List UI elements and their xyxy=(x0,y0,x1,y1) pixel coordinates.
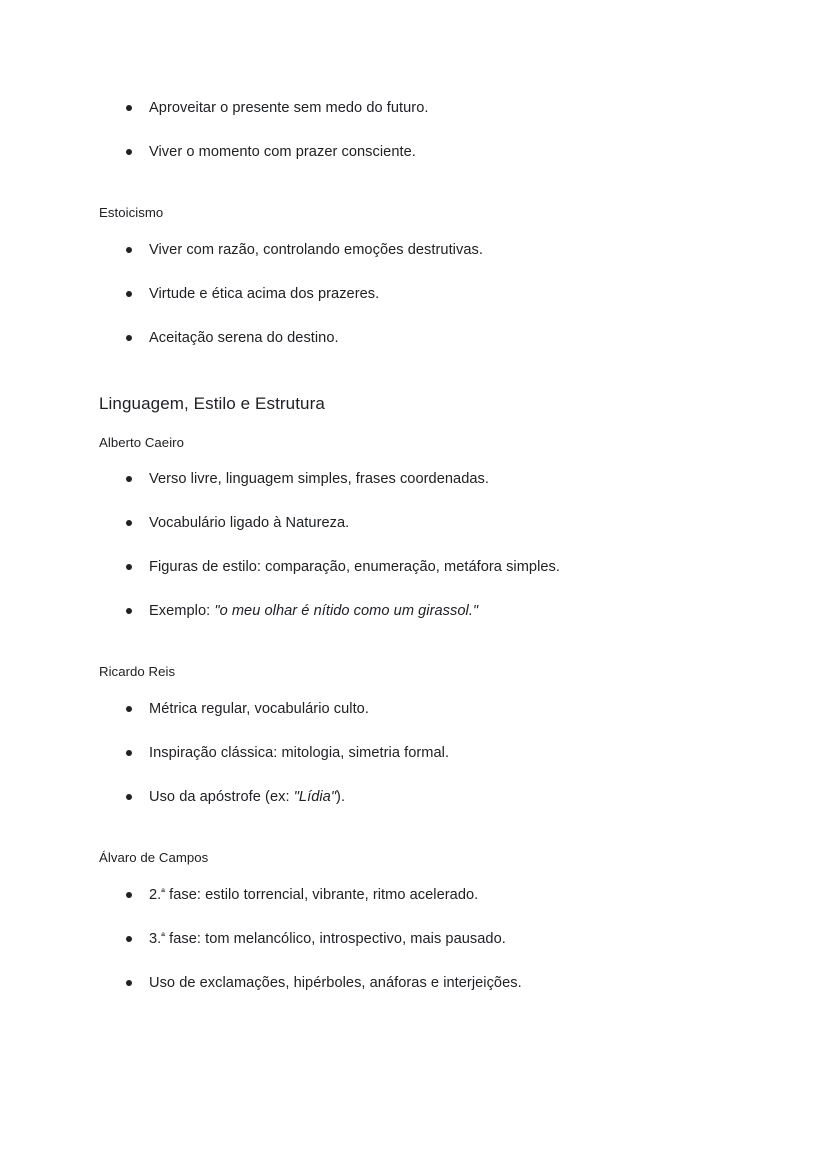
list-item xyxy=(99,787,739,807)
bullet-list xyxy=(99,885,739,905)
example-prefix: Exemplo: xyxy=(149,603,215,619)
bullet-dot-icon xyxy=(126,794,132,800)
ordinal-mark: ª xyxy=(161,930,165,942)
list-item-label: Viver com razão, controlando emoções destrutivas. xyxy=(149,242,483,258)
list-item-label xyxy=(149,603,478,619)
bullet-group-campos-3 xyxy=(99,973,739,993)
bullet-dot-icon xyxy=(126,564,132,570)
list-item xyxy=(99,98,739,118)
subheading-ricardo-reis: Ricardo Reis xyxy=(99,664,176,679)
list-item-label xyxy=(149,887,478,903)
list-item xyxy=(99,929,739,949)
bullet-group-reis-3 xyxy=(99,787,739,807)
subheading-estoicismo-wrap xyxy=(99,204,739,221)
bullet-dot-icon xyxy=(126,706,132,712)
list-item xyxy=(99,469,739,489)
list-item xyxy=(99,284,739,304)
list-item-label xyxy=(149,931,506,947)
bullet-dot-icon xyxy=(126,892,132,898)
ordinal-rest: fase: tom melancólico, introspectivo, mais pausado. xyxy=(165,931,506,947)
bullet-group-caeiro-3 xyxy=(99,557,739,577)
list-item xyxy=(99,513,739,533)
bullet-list xyxy=(99,557,739,577)
subheading-alvaro-campos-wrap xyxy=(99,849,739,866)
bullet-list xyxy=(99,743,739,763)
bullet-group-campos-1 xyxy=(99,885,739,905)
list-item-label: Uso de exclamações, hipérboles, anáforas e interjeições. xyxy=(149,975,522,991)
list-item xyxy=(99,601,739,621)
subheading-ricardo-reis-wrap xyxy=(99,663,739,680)
bullet-group-estoicismo-3 xyxy=(99,328,739,348)
bullet-dot-icon xyxy=(126,608,132,614)
list-item xyxy=(99,885,739,905)
bullet-list xyxy=(99,513,739,533)
list-item-label: Vocabulário ligado à Natureza. xyxy=(149,515,350,531)
bullet-dot-icon xyxy=(126,936,132,942)
bullet-group-campos-2 xyxy=(99,929,739,949)
bullet-group-caeiro-2 xyxy=(99,513,739,533)
list-item-label: Aproveitar o presente sem medo do futuro. xyxy=(149,100,429,116)
bullet-group-epicurismo xyxy=(99,98,739,118)
ordinal-rest: fase: estilo torrencial, vibrante, ritmo acelerado. xyxy=(165,887,479,903)
bullet-dot-icon xyxy=(126,247,132,253)
ordinal-number: 3. xyxy=(149,931,162,947)
list-item-label: Aceitação serena do destino. xyxy=(149,330,339,346)
subheading-alberto-caeiro: Alberto Caeiro xyxy=(99,435,184,450)
bullet-group-estoicismo xyxy=(99,240,739,260)
apostrofe-prefix: Uso da apóstrofe (ex: xyxy=(149,789,294,805)
bullet-group-epicurismo-2 xyxy=(99,142,739,162)
bullet-dot-icon xyxy=(126,520,132,526)
bullet-list xyxy=(99,328,739,348)
bullet-list xyxy=(99,601,739,621)
page-title: Linguagem, Estilo e Estrutura xyxy=(99,394,325,413)
section-heading-wrap xyxy=(99,393,739,415)
list-item xyxy=(99,973,739,993)
list-item xyxy=(99,240,739,260)
list-item-label: Inspiração clássica: mitologia, simetria formal. xyxy=(149,745,450,761)
ordinal-number: 2. xyxy=(149,887,162,903)
bullet-list xyxy=(99,284,739,304)
bullet-dot-icon xyxy=(126,980,132,986)
bullet-list xyxy=(99,142,739,162)
list-item-label: Virtude e ética acima dos prazeres. xyxy=(149,286,380,302)
bullet-list xyxy=(99,973,739,993)
bullet-list xyxy=(99,787,739,807)
list-item xyxy=(99,743,739,763)
bullet-list xyxy=(99,240,739,260)
bullet-group-reis-1 xyxy=(99,699,739,719)
bullet-dot-icon xyxy=(126,335,132,341)
list-item xyxy=(99,142,739,162)
example-quote: "o meu olhar é nítido como um girassol." xyxy=(214,603,479,619)
subheading-alberto-caeiro-wrap xyxy=(99,434,739,451)
subheading-alvaro-campos: Álvaro de Campos xyxy=(99,850,209,865)
list-item xyxy=(99,699,739,719)
bullet-group-caeiro-1 xyxy=(99,469,739,489)
bullet-list xyxy=(99,929,739,949)
list-item-label: Viver o momento com prazer consciente. xyxy=(149,144,416,160)
bullet-dot-icon xyxy=(126,476,132,482)
list-item-label: Métrica regular, vocabulário culto. xyxy=(149,701,369,717)
list-item-label xyxy=(149,789,345,805)
bullet-group-estoicismo-2 xyxy=(99,284,739,304)
list-item-label: Figuras de estilo: comparação, enumeração, metáfora simples. xyxy=(149,559,561,575)
bullet-group-reis-2 xyxy=(99,743,739,763)
bullet-dot-icon xyxy=(126,105,132,111)
bullet-dot-icon xyxy=(126,750,132,756)
bullet-dot-icon xyxy=(126,149,132,155)
apostrofe-suffix: ). xyxy=(336,789,346,805)
bullet-list xyxy=(99,98,739,118)
bullet-group-caeiro-example xyxy=(99,601,739,621)
bullet-list xyxy=(99,699,739,719)
list-item-label: Verso livre, linguagem simples, frases coordenadas. xyxy=(149,471,489,487)
subheading-estoicismo: Estoicismo xyxy=(99,205,164,220)
list-item xyxy=(99,557,739,577)
apostrofe-quote: "Lídia" xyxy=(293,789,337,805)
list-item xyxy=(99,328,739,348)
bullet-list xyxy=(99,469,739,489)
ordinal-mark: ª xyxy=(161,886,165,898)
bullet-dot-icon xyxy=(126,291,132,297)
